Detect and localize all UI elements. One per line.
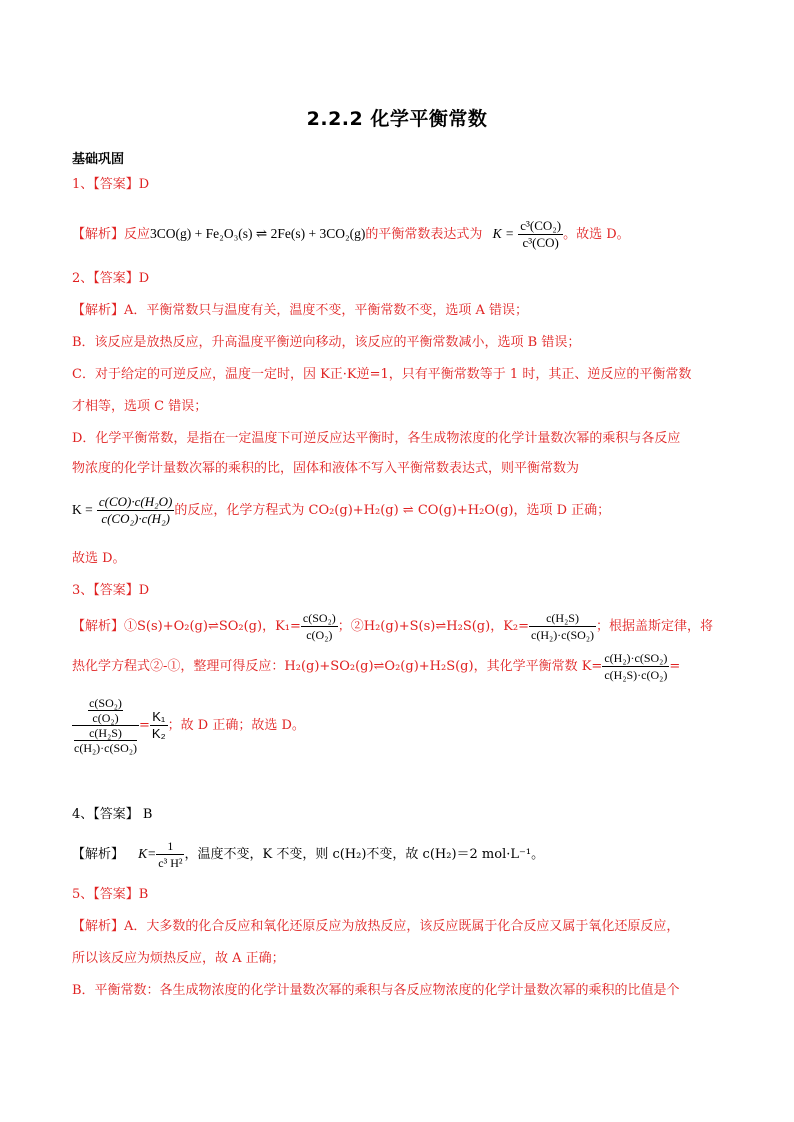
q3-reaction2: ；②H₂(g)+S(s)⇌H₂S(g)，K₂= <box>337 619 530 634</box>
q3-k1-denominator: c(O₂) <box>301 626 338 643</box>
q3-k-denominator: c(H₂S)·c(O₂) <box>604 668 668 682</box>
q3-k1-fraction <box>301 610 338 643</box>
q3-compound-top-den: c(O₂) <box>88 710 123 725</box>
q4-rest: ，温度不变，K 不变，则 c(H₂)不变，故 c(H₂)＝2 mol·L⁻¹。 <box>184 847 545 862</box>
q1-label: 【解析】反应 <box>72 227 151 242</box>
q2-option-c-line2: 才相等，选项 C 错误； <box>72 399 208 414</box>
q4-label: 【解析】 <box>72 847 125 862</box>
q4-k-lhs: K= <box>138 846 157 861</box>
q4-k-numerator: 1 <box>167 839 174 853</box>
q1-reaction: 3CO(g) + Fe₂O₃(s) ⇌ 2Fe(s) + 3CO₂(g) <box>150 226 366 241</box>
q2-k-fraction <box>97 494 174 527</box>
q2-option-d-line2: 物浓度的化学计量数次幂的乘积的比，固体和液体不写入平衡常数表达式，则平衡常数为 <box>72 461 580 476</box>
q3-line2 <box>72 650 680 683</box>
q1-explanation <box>72 218 630 251</box>
q2-k-denominator: c(CO₂)·c(H₂) <box>97 510 174 527</box>
q4-answer: 4、【答案】 B <box>72 807 153 822</box>
q3-k-ratio-denominator: K₂ <box>151 726 166 741</box>
q3-combined-reaction: 热化学方程式②-①，整理可得反应：H₂(g)+SO₂(g)⇌O₂(g)+H₂S(g)，其化学平衡常数 K= <box>72 659 603 674</box>
q5-option-b-line1: B．平衡常数：各生成物浓度的化学计量数次幂的乘积与各反应物浓度的化学计量数次幂的乘积的比值是个 <box>72 983 680 998</box>
q3-k-numerator: c(H₂)·c(SO₂) <box>604 651 668 665</box>
q3-k2-denominator: c(H₂)·c(SO₂) <box>531 628 595 642</box>
q5-answer: 5、【答案】B <box>72 887 149 902</box>
q1-k-fraction <box>518 218 563 251</box>
q3-k-ratio <box>150 709 168 742</box>
q2-k-lhs: K = <box>72 502 93 517</box>
q3-conclusion: ；故 D 正确；故选 D。 <box>167 718 305 733</box>
page-title: 2.2.2 化学平衡常数 <box>306 108 488 130</box>
q2-option-a: 【解析】A．平衡常数只与温度有关，温度不变，平衡常数不变，选项 A 错误； <box>72 303 529 318</box>
q1-answer: 1、【答案】D <box>72 177 150 192</box>
q1-k-denominator: c³(CO) <box>518 234 563 251</box>
q5-option-a-line2: 所以该反应为烦热反应，故 A 正确； <box>72 951 285 966</box>
q3-k-ratio-numerator: K₁ <box>152 709 166 724</box>
q2-k-expression <box>72 494 610 527</box>
q4-k-fraction <box>156 838 184 871</box>
q3-compound-bottom-den: c(H₂)·c(SO₂) <box>74 741 138 755</box>
q1-end: 。故选 D。 <box>563 227 630 242</box>
q3-compound-fraction <box>72 696 139 755</box>
q3-hess-law: ；根据盖斯定律，将 <box>596 619 714 634</box>
q3-equals-2: = <box>139 718 150 733</box>
q3-k2-numerator: c(H₂S) <box>546 611 579 625</box>
q3-line3 <box>72 696 305 755</box>
q3-answer: 3、【答案】D <box>72 583 150 598</box>
q3-compound-bottom-num: c(H₂S) <box>89 726 122 740</box>
q2-option-d-line1: D．化学平衡常数，是指在一定温度下可逆反应达平衡时，各生成物浓度的化学计量数次幂的乘积与各反应 <box>72 431 681 446</box>
q3-equals: = <box>669 659 681 674</box>
q2-option-c-line1: C．对于给定的可逆反应，温度一定时，因 K正·K逆=1，只有平衡常数等于 1 时，其正、逆反应的平衡常数 <box>72 367 692 382</box>
q4-k-denominator: c³ H² <box>158 856 183 870</box>
q2-k-numerator: c(CO)·c(H₂O) <box>98 494 173 509</box>
q3-compound-top <box>72 696 139 725</box>
q1-k-lhs: K = <box>492 226 515 241</box>
q1-k-numerator: c³(CO₂) <box>520 218 562 233</box>
q2-answer: 2、【答案】D <box>72 271 150 286</box>
q2-option-d-line3: 的反应，化学方程式为 CO₂(g)+H₂(g) ⇌ CO(g)+H₂O(g)，选项 D 正确； <box>174 503 611 518</box>
q3-k-fraction <box>602 650 669 683</box>
q4-explanation <box>72 838 544 871</box>
q2-conclusion: 故选 D。 <box>72 551 126 566</box>
q3-reaction1: 【解析】①S(s)+O₂(g)⇌SO₂(g)，K₁= <box>72 619 301 634</box>
q3-k1-numerator: c(SO₂) <box>302 611 336 625</box>
q3-compound-bottom <box>72 725 139 755</box>
q3-compound-top-num: c(SO₂) <box>89 696 122 710</box>
q3-line1 <box>72 610 713 643</box>
q5-option-a-line1: 【解析】A．大多数的化合反应和氧化还原反应为放热反应，该反应既属于化合反应又属于氧化还原反应， <box>72 919 680 934</box>
q3-k2-fraction <box>529 610 596 643</box>
section-heading: 基础巩固 <box>72 152 125 167</box>
q2-option-b: B．该反应是放热反应，升高温度平衡逆向移动，该反应的平衡常数减小，选项 B 错误； <box>72 335 581 350</box>
q1-mid: 的平衡常数表达式为 <box>365 227 483 242</box>
